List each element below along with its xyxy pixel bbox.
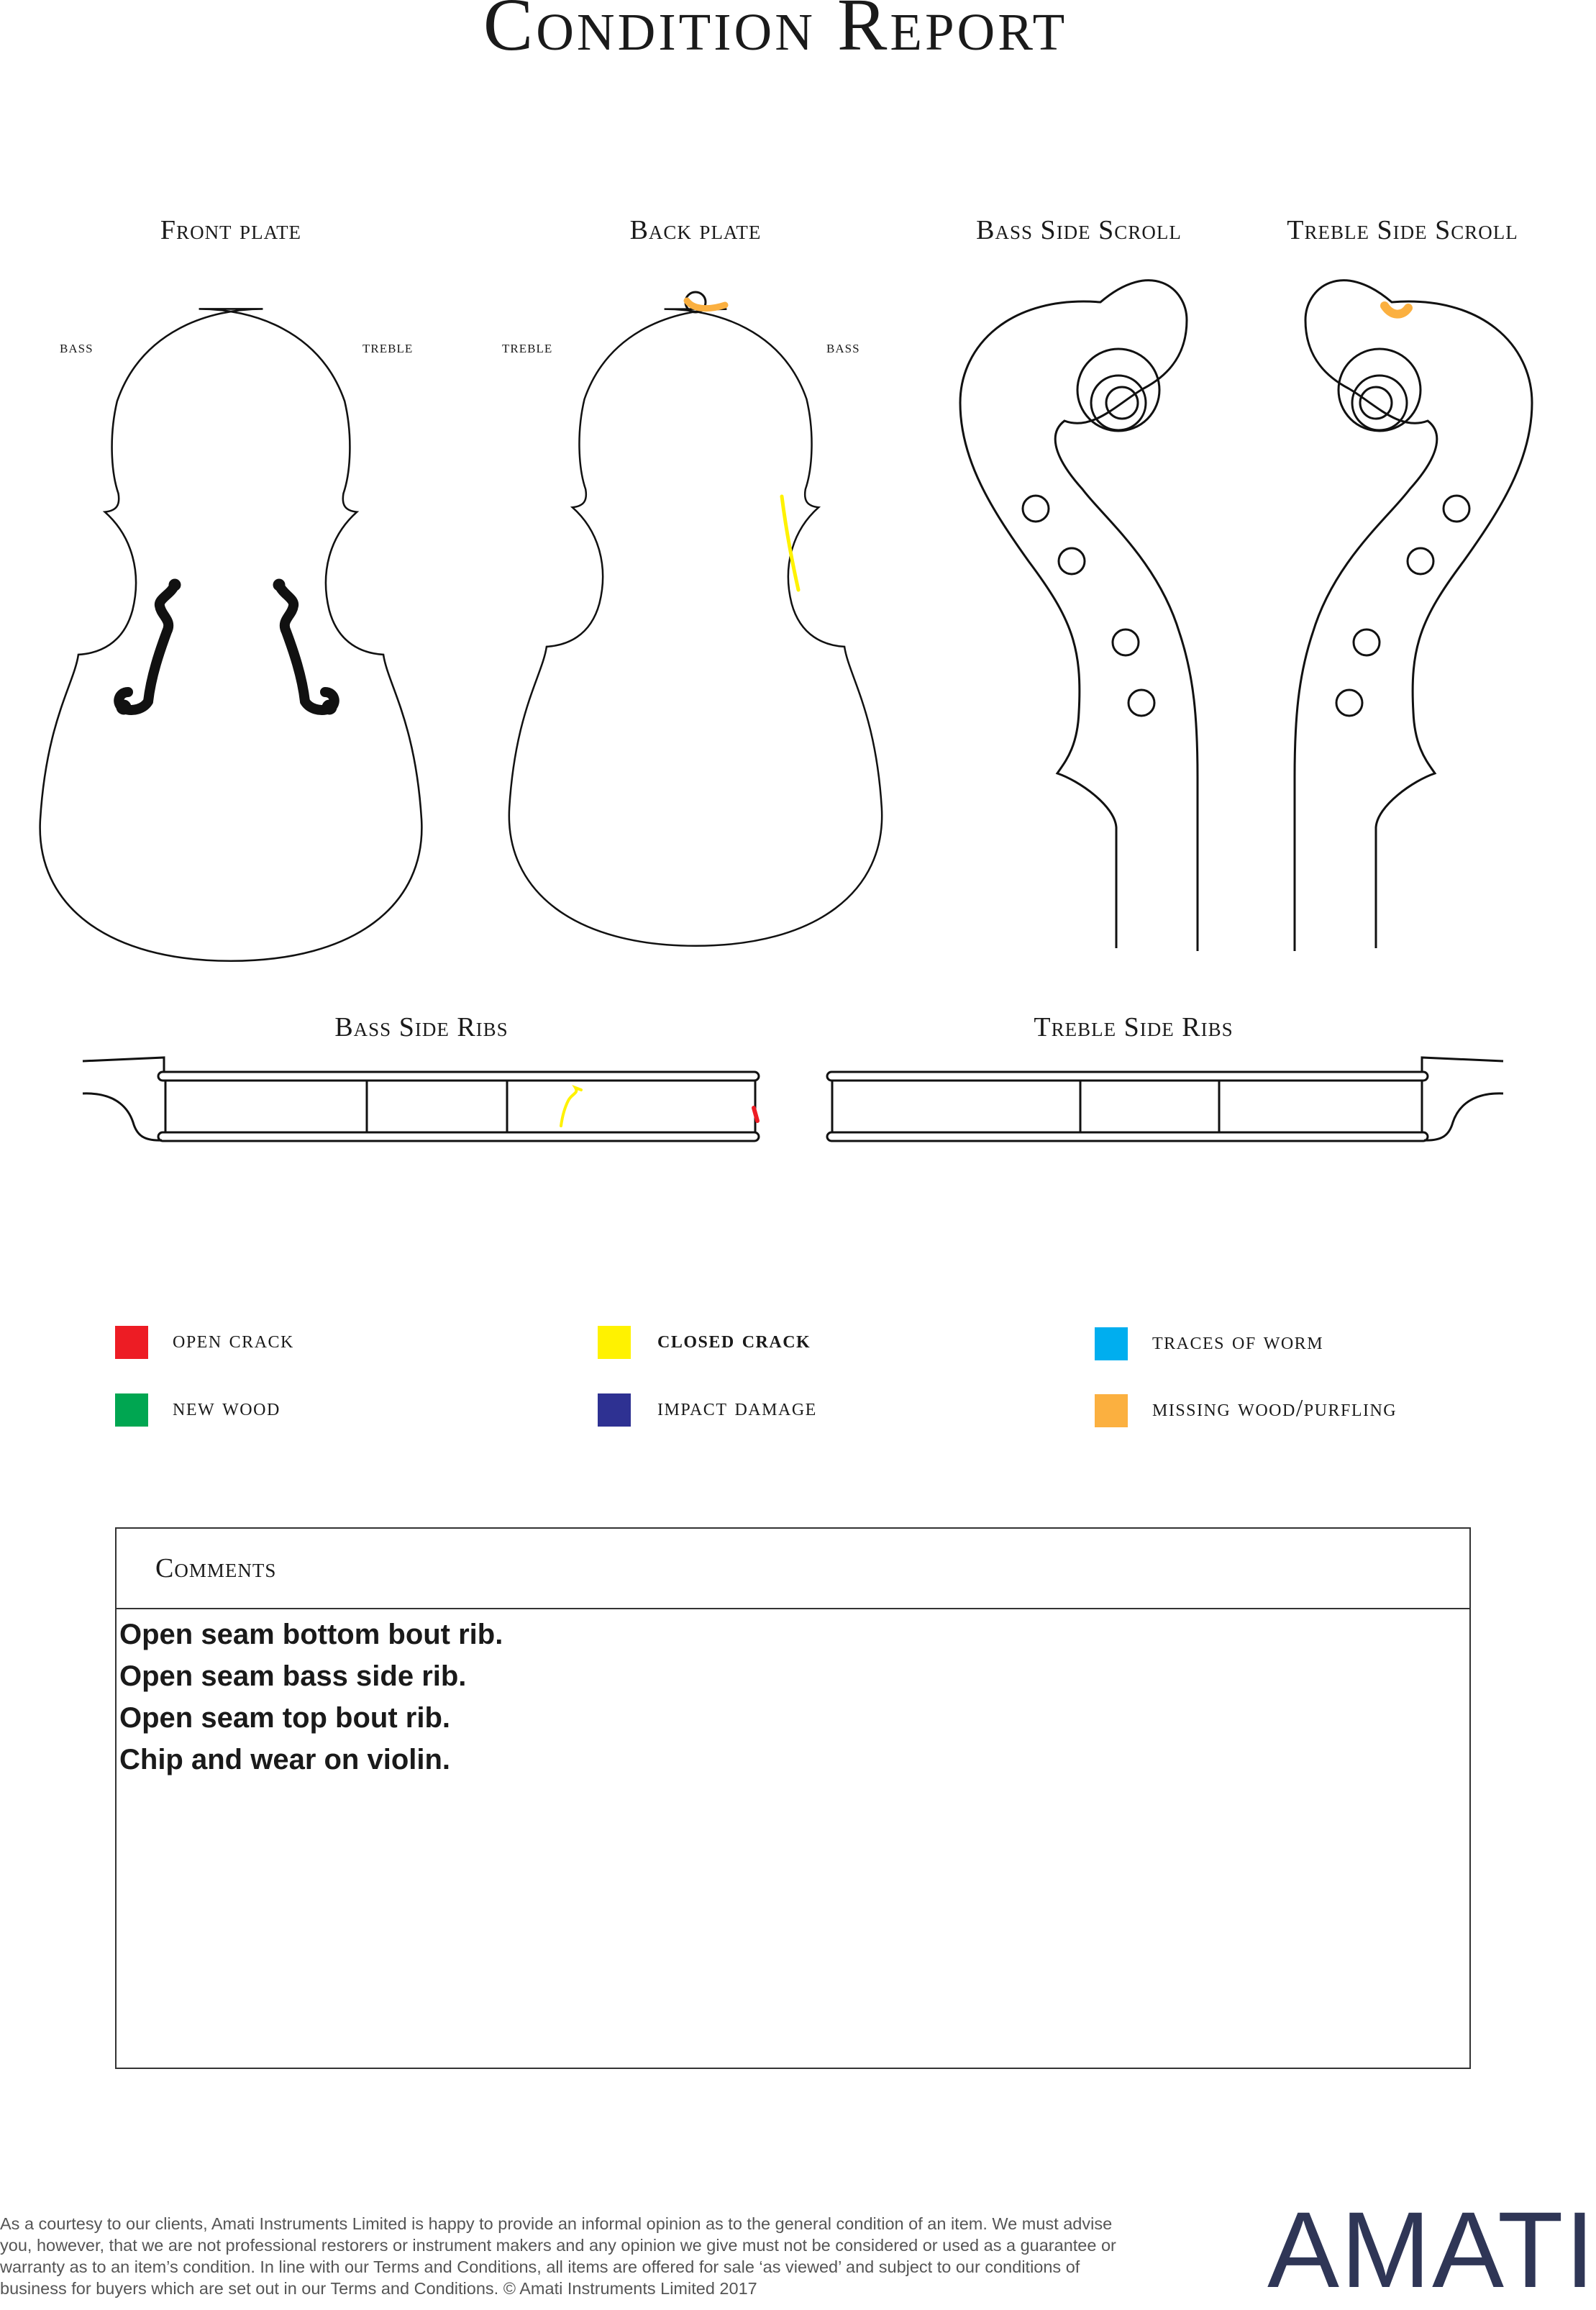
bass-side-scroll-label: Bass Side Scroll	[976, 215, 1182, 245]
treble-side-ribs-label: Treble Side Ribs	[1034, 1012, 1234, 1042]
back-bass-tag: bass	[826, 338, 860, 357]
bass-ribs-closed-crack-mark	[561, 1088, 581, 1126]
f-holes	[117, 579, 337, 714]
comment-line: Open seam bass side rib.	[119, 1660, 467, 1692]
back-closed-crack-mark	[782, 496, 798, 590]
comments-box	[115, 1527, 1471, 2069]
front-plate-label: Front plate	[160, 215, 302, 245]
disclaimer-text: As a courtesy to our clients, Amati Instruments Limited is happy to provide an informal opinion as to the general condition of an item. We must advise you, however, that we are not professional restorers or instrument makers and any opinion we give must not be considered or used as a guarantee or warranty as to an item’s condition. In line with our Terms and Conditions, all items are offered for sale ‘as viewed’ and subject to our conditions of business for buyers which are set out in our Terms and Conditions. © Amati Instruments Limited 2017	[0, 2214, 1116, 2298]
amati-logo: AMATI	[1267, 2189, 1596, 2310]
legend-label-traces-of-worm: traces of worm	[1152, 1328, 1324, 1355]
legend-label-open-crack: open crack	[173, 1327, 294, 1353]
bass-scroll-drawing	[960, 281, 1198, 951]
front-plate-outline	[40, 309, 422, 960]
legend-swatch-open-crack	[115, 1326, 148, 1359]
back-plate-label: Back plate	[629, 215, 762, 245]
back-treble-tag: treble	[502, 338, 553, 357]
treble-side-scroll-label: Treble Side Scroll	[1287, 215, 1518, 245]
page-title: Condition Report	[483, 0, 1068, 66]
legend-label-impact-damage: impact damage	[657, 1394, 817, 1421]
comment-line: Open seam top bout rib.	[119, 1702, 451, 1734]
treble-scroll-drawing	[1295, 281, 1532, 951]
bass-side-ribs-label: Bass Side Ribs	[334, 1012, 509, 1042]
legend-swatch-new-wood	[115, 1393, 148, 1427]
comments-text	[117, 1609, 1469, 1781]
legend-label-new-wood: new wood	[173, 1394, 281, 1421]
comment-line: Chip and wear on violin.	[119, 1744, 451, 1775]
comments-heading: Comments	[117, 1529, 1469, 1609]
legend-label-missing-wood: missing wood/purfling	[1152, 1395, 1397, 1422]
front-treble-tag: treble	[362, 338, 414, 357]
legend-swatch-impact-damage	[598, 1393, 631, 1427]
back-plate-outline	[509, 309, 882, 946]
bass-ribs-drawing	[83, 1058, 759, 1141]
treble-ribs-drawing	[827, 1058, 1503, 1141]
legend-label-closed-crack: closed crack	[657, 1327, 811, 1353]
comment-line: Open seam bottom bout rib.	[119, 1619, 503, 1650]
treble-scroll-missing-wood-mark	[1385, 306, 1408, 314]
legend-swatch-missing-wood	[1095, 1394, 1128, 1427]
legend-swatch-traces-of-worm	[1095, 1327, 1128, 1360]
legend-swatch-closed-crack	[598, 1326, 631, 1359]
front-bass-tag: bass	[60, 338, 94, 357]
